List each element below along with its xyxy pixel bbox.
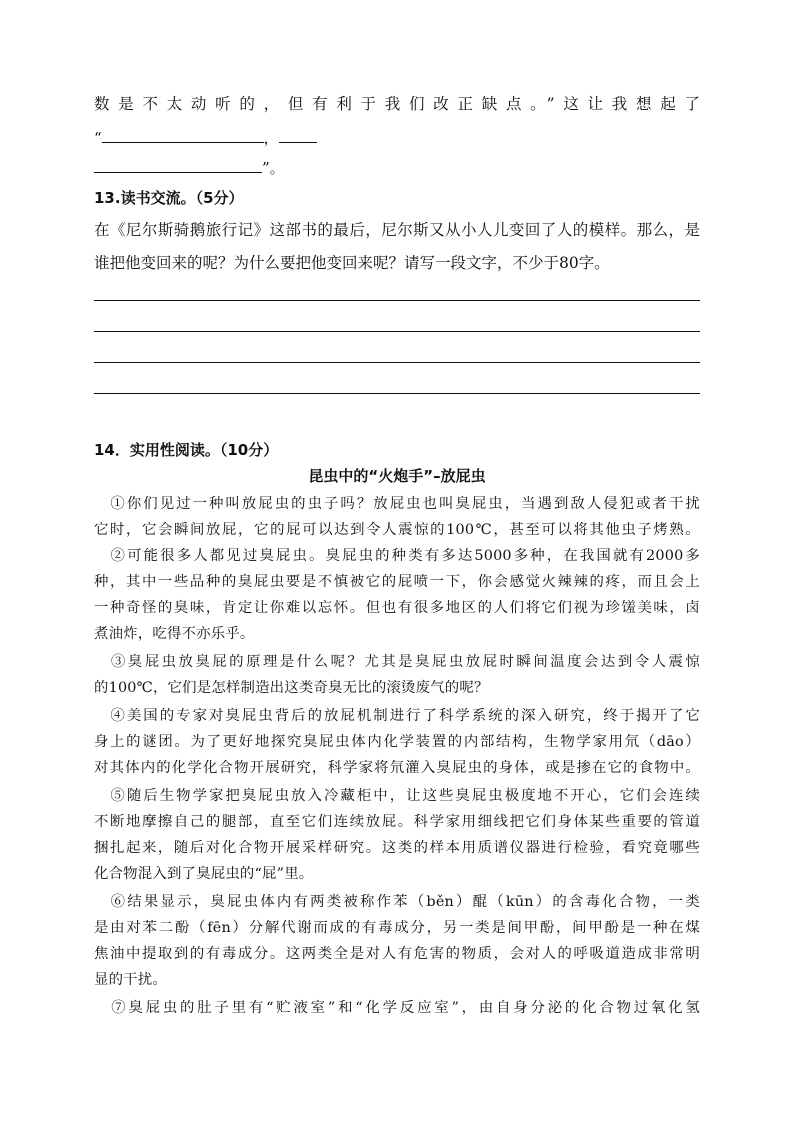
- q12-close-quote: ”。: [262, 159, 285, 177]
- answer-blank-2[interactable]: [279, 128, 317, 143]
- article-line: 对其体内的化学化合物开展研究，科学家将氘灌入臭屁虫的身体，或是掺在它的食物中。: [94, 760, 700, 776]
- article-line: ④美国的专家对臭屁虫背后的放屁机制进行了科学系统的深入研究，终于揭开了它: [94, 708, 700, 724]
- answer-blank-3[interactable]: [94, 158, 262, 173]
- answer-line-3[interactable]: [94, 362, 700, 363]
- article-line: 种，其中一些品种的臭屁虫要是不慎被它的屁喷一下，你会感觉火辣辣的疼，而且会上: [94, 574, 700, 590]
- q12-open-quote: “: [94, 129, 102, 147]
- article-line: ③臭屁虫放臭屁的原理是什么呢？尤其是臭屁虫放屁时瞬间温度会达到令人震惊: [94, 654, 700, 670]
- article-line: 的100℃，它们是怎样制造出这类奇臭无比的滚烫废气的呢？: [94, 680, 489, 696]
- article-line: ⑤随后生物学家把臭屁虫放入冷藏柜中，让这些臭屁虫极度地不开心，它们会连续: [94, 788, 700, 804]
- article-line: 捆扎起来，随后对化合物开展采样研究。这类的样本用质谱仪器进行检验，看究竟哪些: [94, 840, 700, 856]
- q14-heading: 14．实用性阅读。（10分）: [94, 441, 279, 459]
- q13-prompt-line: 在《尼尔斯骑鹅旅行记》这部书的最后，尼尔斯又从小人儿变回了人的模样。那么，是: [94, 221, 700, 239]
- article-line: 不断地摩擦自己的腿部，直至它们连续放屁。科学家用细线把它们身体某些重要的管道: [94, 814, 700, 830]
- article-line: 它时，它会瞬间放屁，它的屁可以达到令人震惊的100℃，甚至可以将其他虫子烤熟。: [94, 522, 700, 538]
- article-line: 显的干扰。: [94, 972, 167, 988]
- q12-text-line: 数是不太动听的，但有利于我们改正缺点。”这让我想起了: [94, 95, 700, 113]
- answer-line-1[interactable]: [94, 300, 700, 301]
- article-line: ①你们见过一种叫放屁虫的虫子吗？放屁虫也叫臭屁虫，当遇到敌人侵犯或者干扰: [94, 496, 700, 512]
- article-line: ⑦臭屁虫的肚子里有“贮液室”和“化学反应室”，由自身分泌的化合物过氧化氢: [94, 1000, 700, 1016]
- q12-comma: ，: [263, 129, 279, 147]
- q12-blank-line-1: [94, 128, 700, 148]
- q13-prompt-line: 谁把他变回来的呢？为什么要把他变回来呢？请写一段文字，不少于80字。: [94, 254, 610, 272]
- article-title: 昆虫中的“火炮手”–放屁虫: [308, 467, 486, 485]
- article-line: ⑥结果显示，臭屁虫体内有两类被称作苯（běn）醌（kūn）的含毒化合物，一类: [94, 894, 700, 910]
- article-line: 一种奇怪的臭味，肯定让你难以忘怀。但也有很多地区的人们将它们视为珍馐美味，卤: [94, 600, 700, 616]
- article-line: 煮油炸，吃得不亦乐乎。: [94, 626, 255, 642]
- answer-blank-1[interactable]: [102, 128, 264, 143]
- answer-line-2[interactable]: [94, 331, 700, 332]
- q13-heading: 13.读书交流。（5分）: [94, 189, 244, 207]
- q12-blank-line-2: [94, 158, 700, 178]
- article-line: 焦油中提取到的有毒成分。这两类全是对人有危害的物质，会对人的呼吸道造成非常明: [94, 946, 700, 962]
- article-line: 身上的谜团。为了更好地探究臭屁虫体内化学装置的内部结构，生物学家用氘（dāo）: [94, 734, 700, 750]
- answer-line-4[interactable]: [94, 393, 700, 394]
- article-line: 化合物混入到了臭屁虫的“屁”里。: [94, 866, 314, 882]
- article-line: 是由对苯二酚（fēn）分解代谢而成的有毒成分，另一类是间甲酚，间甲酚是一种在煤: [94, 920, 700, 936]
- article-line: ②可能很多人都见过臭屁虫。臭屁虫的种类有多达5000多种，在我国就有2000多: [94, 548, 700, 564]
